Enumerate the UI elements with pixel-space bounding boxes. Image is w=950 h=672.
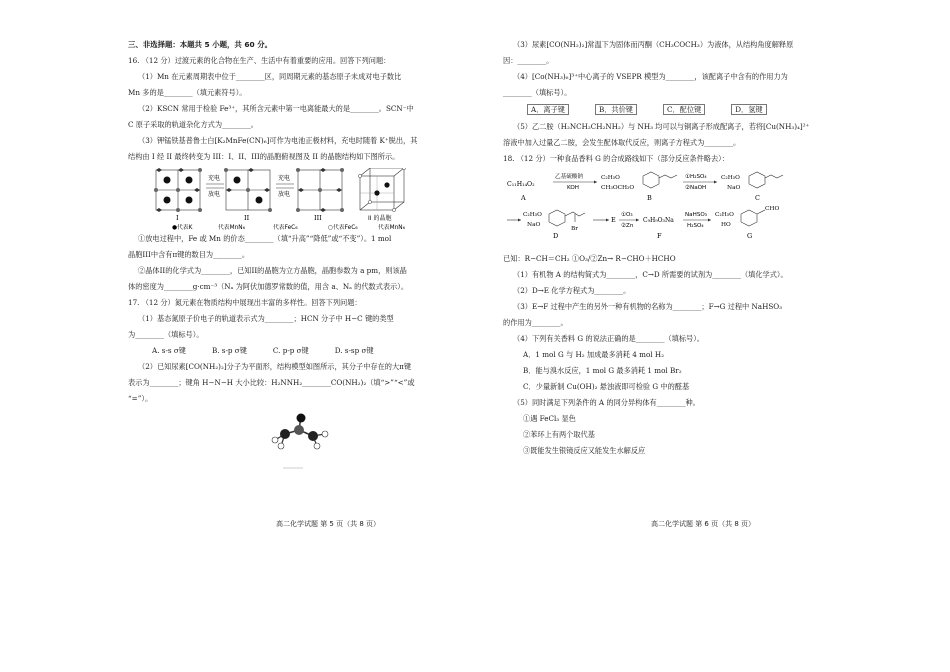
q17-p2-line3: “=”）。	[128, 394, 153, 404]
q18-known: 已知：R−CH＝CH₂ ①O₃/②Zn→ R−CHO＋HCHO	[503, 254, 676, 263]
crystal-figure	[128, 168, 528, 230]
carbon-atom	[294, 425, 304, 435]
reagent-bc-bottom: ②NaOH	[685, 185, 707, 191]
benzene-ring-d	[549, 210, 565, 226]
synthesis-route	[503, 170, 903, 248]
formula-a: C₁₁H₁₄O₂	[507, 181, 535, 188]
q18-p3-line2: 的作用为________。	[503, 318, 568, 327]
reagent-bc-top: ①H₂SO₄	[685, 174, 707, 180]
q18-p3-line1: （3）E→F 过程中产生的另外一种有机物的名称为________；F→G 过程中 NaHSO₃	[513, 302, 783, 311]
charge-label-1: 充电	[208, 175, 221, 183]
benzene-ring-c	[749, 172, 765, 188]
footer-page-5: 高二化学试题 第 5 页（共 8 页）	[275, 520, 381, 528]
discharge-label-2: 放电	[278, 191, 291, 199]
q17-p1-line1: （1）基态氮原子价电子的轨道表示式为________；HCN 分子中 H−C 键的类型	[138, 314, 394, 324]
reagent-ab-bottom: KOH	[567, 185, 579, 191]
oxygen-atom	[297, 414, 306, 423]
label-ii: II	[244, 214, 250, 223]
q17-p2-line2: 表示为________；键角 H−N−H 大小比较：H₂NNH₂________CO(NH₂)₂（填“>”“<”或	[128, 378, 415, 388]
hydrogen-atom	[314, 443, 320, 449]
q17-option-c: C. p-p σ键	[272, 346, 309, 356]
footer-page-6: 高二化学试题 第 6 页（共 8 页）	[650, 520, 756, 528]
q17-p3-line1: （3）尿素[CO(NH₂)₂]常温下为固体而丙酮（CH₃COCH₃）为液体，从结构角度解释原	[513, 40, 794, 49]
legend-mnn6-cell: 代表MnN₆	[378, 225, 405, 231]
q16-stem: 16. （12 分）过渡元素的化合物在生产、生活中有着重要的应用。回答下列问题：	[128, 56, 391, 66]
label-iii: III	[314, 214, 322, 223]
q17-p5-line1: （5）乙二胺（H₂NCH₂CH₂NH₂）与 NH₃ 均可以与铜离子形成配离子，若将[Cu(NH₃)₄]²⁺	[513, 122, 810, 131]
group-b-1: C₂H₅O	[601, 175, 620, 181]
group-d-br: Br	[571, 226, 579, 232]
urea-model	[128, 410, 528, 470]
reagent-fg-top: NaHSO₃	[685, 212, 708, 218]
legend-k: ●代表K	[172, 225, 193, 231]
q16-sub2-line1: ②晶体II的化学式为________，已知II的晶胞为立方晶胞，晶胞参数为 a pm，则该晶	[138, 266, 407, 276]
charge-label-2: 充电	[278, 175, 291, 183]
group-d-2: NaO	[527, 222, 541, 228]
q16-p1-line1: （1）Mn 在元素周期表中位于________区，同周期元素的基态原子未成对电子数比	[138, 72, 402, 82]
q17-p4-option-a: A．离子键	[527, 104, 569, 115]
q16-p2-line2: C 原子采取的轨道杂化方式为________。	[128, 120, 258, 130]
group-c-1: C₂H₅O	[721, 175, 740, 181]
q17-p5-line2: 溶液中加入过量乙二胺，会发生配体取代反应，则离子方程式为________。	[503, 138, 741, 147]
group-b-2: CH₃OCH₂O	[601, 185, 635, 191]
nitrogen-atom-1	[280, 429, 290, 439]
q18-p2: （2）D→E 化学方程式为________。	[513, 286, 631, 295]
letter-f: F	[657, 232, 662, 240]
q17-options	[128, 346, 528, 355]
structure-iii-grid	[296, 168, 344, 212]
q16-sub1-line1: ①放电过程中，Fe 或 Mn 的价态________（填“升高”“降低”或“不变”）。1 mol	[138, 234, 392, 244]
letter-b: B	[647, 194, 652, 202]
q17-option-b: B. s-p σ键	[211, 346, 247, 356]
unit-cell-ii	[358, 168, 405, 212]
hydrogen-atom	[272, 437, 278, 443]
hydrogen-atom	[322, 431, 328, 437]
left-page	[128, 40, 528, 472]
crystal-figure-svg	[128, 168, 528, 230]
q16-p1-line2: Mn 多的是________（填元素符号）。	[128, 88, 247, 98]
q18-p4-a: A．1 mol G 与 H₂ 加成最多消耗 4 mol H₂	[523, 350, 665, 359]
q16-p2-line1: （2）KSCN 常用于检验 Fe³⁺，其所含元素中第一电离能最大的是________。SCN⁻中	[138, 104, 414, 114]
q17-p4-line2: ________（填标号）。	[503, 88, 572, 97]
hydrogen-atom	[278, 443, 284, 449]
letter-d: D	[553, 232, 559, 240]
letter-c: C	[755, 194, 760, 202]
q18-p5: （5）同时满足下列条件的 A 的同分异构体有________种。	[513, 398, 700, 407]
q17-p2-line1: （2）已知尿素[CO(NH₂)₂]分子为平面形，结构模型如图所示，其分子中存在的大π键	[138, 362, 412, 372]
legend-fec6-cell: ○代表FeC₆	[328, 225, 358, 231]
letter-e: E	[611, 216, 616, 224]
q17-option-a: A. s-s σ键	[152, 346, 186, 356]
formula-f: C₉H₉O₃Na	[643, 217, 674, 224]
letter-g: G	[747, 232, 753, 240]
q17-p4-option-b: B．共价键	[595, 104, 637, 115]
q16-sub1-line2: 晶胞III中含有π键的数目为________。	[128, 250, 250, 260]
benzene-ring-g	[741, 210, 757, 226]
reagent-fg-bottom: H₂SO₄	[687, 223, 704, 229]
label-ii-cell: II 的晶胞	[368, 215, 392, 223]
q18-stem: 18. （12 分）一种食品香料 G 的合成路线如下（部分反应条件略去）：	[503, 154, 729, 163]
q17-p1-line2: 为________（填标号）。	[128, 330, 204, 340]
q17-p3-line2: 因：________。	[503, 56, 554, 65]
q17-p4-option-d: D．氢键	[731, 104, 766, 115]
letter-a: A	[521, 194, 526, 202]
q18-cond2: ②苯环上有两个取代基	[523, 430, 595, 439]
q17-stem: 17. （12 分）氮元素在物质结构中展现出丰富的多样性。回答下列问题：	[128, 298, 362, 308]
group-g-cho: CHO	[765, 206, 780, 212]
q17-option-d: D. s-sp σ键	[334, 346, 374, 356]
q18-p1: （1）有机物 A 的结构简式为________，C→D 所需要的试剂为________（填化学式）。	[513, 270, 788, 279]
q16-p3-line2: 结构由 I 经 II 最终转变为 III：I、II、III的晶胞俯视图及 II 的晶胞结构如下图所示。	[128, 152, 400, 162]
structure-i-grid	[154, 168, 202, 212]
q17-p4-option-c: C．配位键	[663, 104, 705, 115]
nitrogen-atom-2	[308, 431, 318, 441]
q18-cond3: ③既能发生银镜反应又能发生水解反应	[523, 446, 646, 455]
benzene-ring-b	[643, 172, 659, 188]
group-g-2: HO	[721, 222, 731, 228]
q16-sub2-line2: 体的密度为________g·cm⁻³（Nₐ 为阿伏加德罗常数的值，用含 a、Nₐ 的代数式表示）。	[128, 282, 409, 292]
q18-p4: （4）下列有关香料 G 的说法正确的是________（填标号）。	[513, 334, 704, 343]
q16-p3-line1: （3）钾锰铁基普鲁士白[K₂MnFe(CN)₆]可作为电池正极材料，充电时随着 K⁺脱出，其	[138, 136, 418, 146]
q18-p4-b: B．能与溴水反应，1 mol G 最多消耗 1 mol Br₂	[523, 366, 682, 375]
reagent-ab-top: 乙基硫酸钠	[555, 174, 583, 180]
right-page	[503, 40, 903, 462]
q18-p4-c: C．少量新制 Cu(OH)₂ 悬浊液即可检验 G 中的醛基	[523, 382, 690, 391]
q17-p4-line1: （4）[Co(NH₃)₆]³⁺中心离子的 VSEPR 模型为________，该配离子中含有的作用力为	[513, 72, 788, 81]
label-i: I	[176, 214, 179, 223]
reagent-de-bottom: ②Zn	[621, 223, 634, 229]
legend-mnn6: 代表MnN₆	[218, 225, 245, 231]
group-g-1: C₂H₅O	[715, 212, 734, 218]
group-c-2: NaO	[727, 185, 741, 191]
legend-fec6: 代表FeC₆	[273, 225, 298, 231]
discharge-label-1: 放电	[208, 191, 221, 199]
structure-ii-grid	[224, 168, 272, 212]
group-d-1: C₂H₅O	[523, 212, 542, 218]
section-title: 三、非选择题：本题共 5 小题，共 60 分。	[128, 40, 272, 49]
q18-cond1: ①遇 FeCl₃ 显色	[523, 414, 576, 423]
reagent-de-top: ①O₃	[621, 212, 633, 218]
q17-p4-options	[503, 104, 903, 115]
